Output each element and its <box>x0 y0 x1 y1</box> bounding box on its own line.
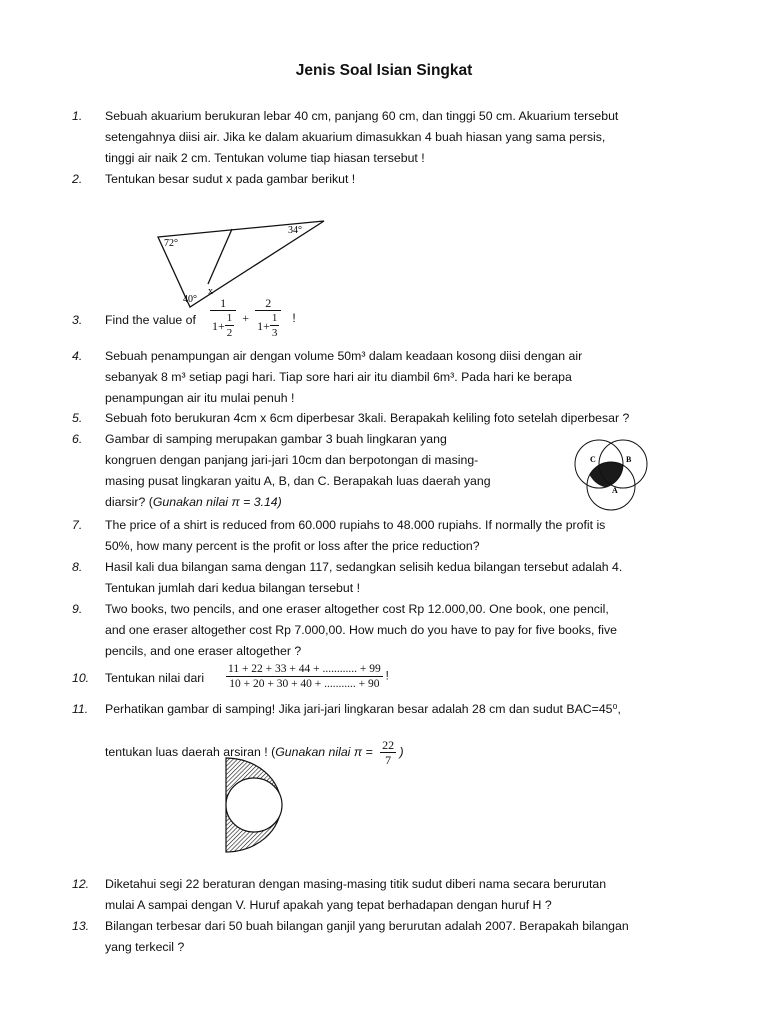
pi-note: Gunakan nilai π = 3.14) <box>152 495 282 509</box>
question-line: yang terkecil ? <box>105 940 185 954</box>
sub-denominator: 2 <box>226 327 233 339</box>
question-line: Two books, two pencils, and one eraser altogether cost Rp 12.000,00. One book, one pencil, <box>105 602 609 616</box>
question-line: diarsir? (Gunakan nilai π = 3.14) <box>105 495 282 509</box>
question-text: Tentukan besar sudut x pada gambar berikut ! <box>105 172 356 186</box>
question-text: Sebuah foto berukuran 4cm x 6cm diperbesar 3kali. Berapakah keliling foto setelah diperbesar ? <box>105 411 630 425</box>
question-line: The price of a shirt is reduced from 60.000 rupiahs to 48.000 rupiahs. If normally the profit is <box>105 518 606 532</box>
question-number: 7. <box>72 518 83 532</box>
question-number: 4. <box>72 349 83 363</box>
question-number: 5. <box>72 411 83 425</box>
question-end: ! <box>385 670 389 683</box>
question-line: mulai A sampai dengan V. Huruf apakah yang tepat berhadapan dengan huruf H ? <box>105 898 552 912</box>
sub-numerator: 1 <box>226 312 233 324</box>
fraction-1 <box>210 296 236 340</box>
fraction-2 <box>255 296 281 340</box>
sub-denominator: 3 <box>271 327 278 339</box>
question-line: Gambar di samping merupakan gambar 3 buah lingkaran yang <box>105 432 447 446</box>
question-line: Perhatikan gambar di samping! Jika jari-jari lingkaran besar adalah 28 cm dan sudut BAC=45⁰, <box>105 702 621 716</box>
question-line: setengahnya diisi air. Jika ke dalam akuarium dimasukkan 4 buah hiasan yang sama persis, <box>105 130 606 144</box>
angle-x-label: x <box>208 286 213 297</box>
sub-numerator: 1 <box>271 312 278 324</box>
sum-numerator: 11 + 22 + 33 + 44 + ............ + 99 <box>228 663 381 675</box>
question-line: pencils, and one eraser altogether ? <box>105 644 302 658</box>
question-text: Tentukan nilai dari <box>105 671 205 685</box>
pi-fraction <box>380 738 396 767</box>
question-line: kongruen dengan panjang jari-jari 10cm dan berpotongan di masing- <box>105 453 479 467</box>
sum-denominator: 10 + 20 + 30 + 40 + ........... + 90 <box>229 678 380 690</box>
sum-fraction <box>226 662 389 691</box>
three-circles-diagram <box>565 428 660 512</box>
inner-circle <box>226 778 282 832</box>
question-line: Bilangan terbesar dari 50 buah bilangan ganjil yang berurutan adalah 2007. Berapakah bilangan <box>105 919 629 933</box>
fraction-numerator: 2 <box>255 296 281 311</box>
fraction-denominator-part: 1+ <box>212 318 225 333</box>
question-text: Find the value of <box>105 313 196 327</box>
question-line: Hasil kali dua bilangan sama dengan 117, sedangkan selisih kedua bilangan tersebut adalah 4. <box>105 560 623 574</box>
question-line: Sebuah penampungan air dengan volume 50m³ dalam keadaan kosong diisi dengan air <box>105 349 583 363</box>
fraction-expression <box>210 296 296 340</box>
hatched-semicircle-diagram <box>220 755 300 855</box>
question-line: masing pusat lingkaran yaitu A, B, dan C. Berapakah luas daerah yang <box>105 474 491 488</box>
question-number: 8. <box>72 560 83 574</box>
question-line: Sebuah akuarium berukuran lebar 40 cm, panjang 60 cm, dan tinggi 50 cm. Akuarium tersebut <box>105 109 619 123</box>
pi-denominator: 7 <box>385 753 392 767</box>
page-title: Jenis Soal Isian Singkat <box>295 62 473 79</box>
question-line: 50%, how many percent is the profit or loss after the price reduction? <box>105 539 480 553</box>
question-number: 9. <box>72 602 83 616</box>
triangle-inner-line <box>208 229 232 284</box>
point-b-label: B <box>626 455 632 464</box>
pi-numerator: 22 <box>382 738 395 752</box>
question-line: penampungan air itu mulai penuh ! <box>105 391 295 405</box>
question-number: 11. <box>72 702 89 716</box>
question-number: 3. <box>72 313 83 327</box>
question-line: and one eraser altogether cost Rp 7.000,00. How much do you have to pay for five books, five <box>105 623 617 637</box>
question-line: sebanyak 8 m³ setiap pagi hari. Tiap sore hari air itu diambil 6m³. Pada hari ke berapa <box>105 370 572 384</box>
fraction-denominator-part: 1+ <box>257 318 270 333</box>
question-number: 1. <box>72 109 83 123</box>
question-line: tinggi air naik 2 cm. Tentukan volume tiap hiasan tersebut ! <box>105 151 425 165</box>
angle-40-label: 40° <box>183 294 197 305</box>
question-end: ! <box>292 311 296 325</box>
question-number: 12. <box>72 877 90 891</box>
question-line: tentukan luas daerah arsiran ! ( <box>105 744 276 759</box>
plus-sign: + <box>242 310 250 325</box>
point-c-label: C <box>590 455 596 464</box>
pi-note: Gunakan nilai π = <box>275 744 373 759</box>
pi-close: ) <box>399 744 404 759</box>
question-number: 10. <box>72 671 90 685</box>
question-number: 13. <box>72 919 90 933</box>
fraction-numerator: 1 <box>210 296 236 311</box>
point-a-label: A <box>612 486 618 495</box>
angle-72-label: 72° <box>164 238 178 249</box>
question-number: 6. <box>72 432 83 446</box>
question-line: Tentukan jumlah dari kedua bilangan tersebut ! <box>105 581 360 595</box>
angle-34-label: 34° <box>288 225 302 236</box>
question-line: Diketahui segi 22 beraturan dengan masing-masing titik sudut diberi nama secara berurutan <box>105 877 607 891</box>
question-number: 2. <box>72 172 83 186</box>
